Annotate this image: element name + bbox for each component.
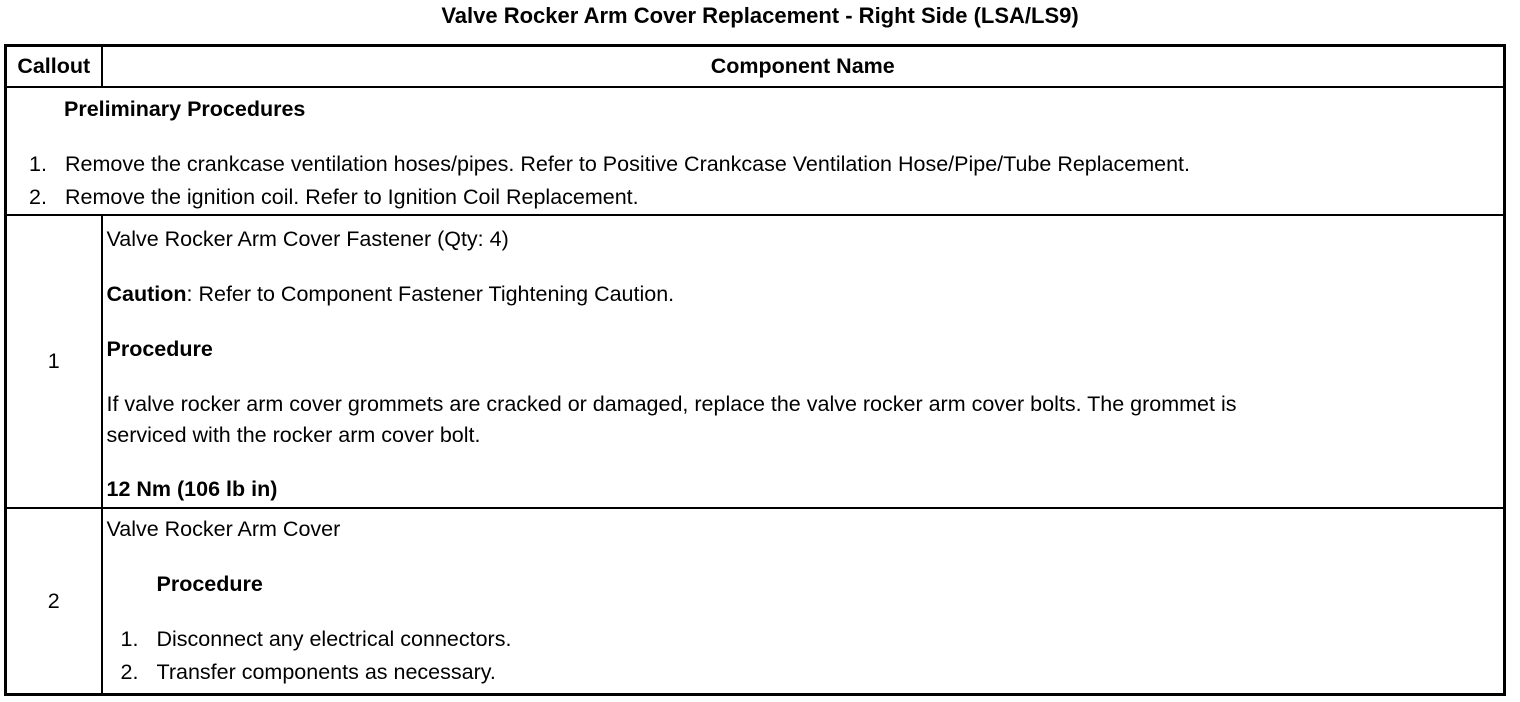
- component-cell: [102, 215, 1505, 508]
- procedure-heading: Procedure: [106, 337, 213, 361]
- component-name: Valve Rocker Arm Cover: [106, 517, 341, 541]
- document-title: Valve Rocker Arm Cover Replacement - Right Side (LSA/LS9): [441, 3, 1079, 28]
- procedure-heading: Procedure: [156, 572, 263, 596]
- callout-header: Callout: [6, 46, 102, 88]
- component-name-header: Component Name: [102, 46, 1505, 88]
- preliminary-step: [29, 151, 1190, 177]
- callout-cell: 2: [6, 508, 102, 695]
- step-number: 2.: [29, 185, 47, 209]
- table-row: [6, 215, 1505, 508]
- preliminary-row: [6, 87, 1505, 215]
- caution-text: : Refer to Component Fastener Tightening Caution.: [186, 282, 675, 306]
- step-text: Remove the crankcase ventilation hoses/pipes. Refer to Positive Crankcase Ventilation Hose/Pipe/Tube Replacement.: [65, 152, 1190, 176]
- procedure-table: [4, 44, 1506, 696]
- table-row: [6, 508, 1505, 695]
- caution-note: [107, 279, 675, 310]
- preliminary-step: [29, 184, 639, 210]
- procedure-text-line: If valve rocker arm cover grommets are cracked or damaged, replace the valve rocker arm cover bolts. The grommet is: [106, 392, 1237, 416]
- step-number: 1.: [120, 627, 139, 651]
- component-cell: [102, 508, 1505, 695]
- preliminary-heading: Preliminary Procedures: [64, 97, 306, 121]
- component-name: Valve Rocker Arm Cover Fastener (Qty: 4): [106, 227, 509, 251]
- step-number: 1.: [29, 152, 47, 176]
- preliminary-procedures: [6, 87, 1505, 215]
- torque-spec: 12 Nm (106 lb in): [106, 477, 278, 501]
- step-text: Transfer components as necessary.: [156, 660, 496, 684]
- callout-cell: 1: [6, 215, 102, 508]
- caution-label: Caution: [106, 282, 187, 306]
- header-row: [6, 46, 1505, 88]
- procedure-text-line: serviced with the rocker arm cover bolt.: [106, 423, 481, 447]
- procedure-step: [121, 624, 512, 655]
- procedure-step: [121, 657, 496, 688]
- step-number: 2.: [120, 660, 139, 684]
- step-text: Disconnect any electrical connectors.: [156, 627, 512, 651]
- step-text: Remove the ignition coil. Refer to Ignition Coil Replacement.: [65, 185, 639, 209]
